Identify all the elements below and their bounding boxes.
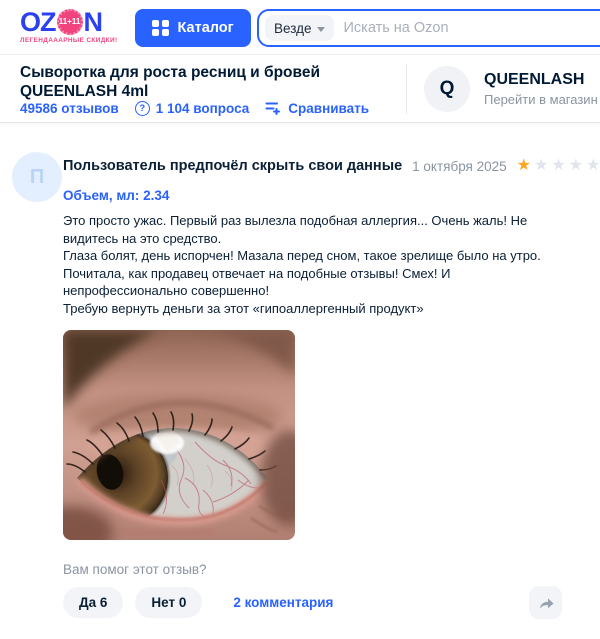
catalog-button-label: Каталог xyxy=(177,20,234,36)
grid-icon xyxy=(152,20,169,37)
product-header xyxy=(0,56,600,123)
logo-tagline: ЛЕГЕНДАААРНЫЕ СКИДКИ! xyxy=(20,37,118,44)
questions-label: 1 104 вопроса xyxy=(155,101,250,116)
helpful-question: Вам помог этот отзыв? xyxy=(63,562,207,577)
star-filled-icon: ★ xyxy=(516,157,531,174)
review-text: Это просто ужас. Первый раз вылезла подобная аллергия... Очень жаль! Не видитесь на это средство. Глаза болят, день испорчен! Мазала перед сном, такое зрелище было на утро. Почитала, как продавец отвечает на подобные отзывы! Смех! И непрофессионально совершенно! Требую вернуть деньги за этот «гипоаллергенный продукт» xyxy=(63,213,541,316)
ozon-logo[interactable] xyxy=(20,9,132,44)
vote-no-button[interactable]: Нет 0 xyxy=(135,587,202,618)
review-date: 1 октября 2025 xyxy=(412,158,507,174)
star-empty-icon: ★ xyxy=(533,157,549,174)
star-empty-icon: ★ xyxy=(568,157,584,174)
search-scope-dropdown[interactable] xyxy=(265,15,334,41)
eye-photo-illustration xyxy=(63,330,295,540)
review-photo-eye[interactable] xyxy=(63,330,295,540)
share-button[interactable] xyxy=(529,586,562,619)
share-arrow-icon xyxy=(537,595,555,611)
shop-info xyxy=(484,71,598,107)
reviewer-avatar: П xyxy=(12,152,62,202)
top-header xyxy=(0,0,600,55)
compare-plus-icon xyxy=(265,101,282,116)
compare-link[interactable] xyxy=(265,101,369,116)
questions-link[interactable] xyxy=(135,101,250,116)
reviews-count-link[interactable] xyxy=(20,101,119,116)
vote-row xyxy=(63,587,333,618)
product-stats-row xyxy=(20,101,369,116)
review-header-row xyxy=(63,157,600,174)
compare-label: Сравнивать xyxy=(288,101,370,116)
star-empty-icon: ★ xyxy=(586,157,600,174)
logo-sale-badge: 11+11 xyxy=(57,9,83,35)
reviews-count-label: 49586 отзывов xyxy=(20,101,119,116)
product-variant-link[interactable]: Объем, мл: 2.34 xyxy=(63,188,170,203)
shop-name: QUEENLASH xyxy=(484,71,585,88)
product-title-line1: Сыворотка для роста ресниц и бровей xyxy=(20,64,321,81)
product-title-line2: QUEENLASH 4ml xyxy=(20,83,149,100)
search-scope-label: Везде xyxy=(274,20,312,36)
search-input[interactable] xyxy=(344,20,600,36)
reviewer-name: Пользователь предпочёл скрыть свои данные xyxy=(63,158,403,174)
catalog-button[interactable] xyxy=(135,9,251,47)
ozon-logo-text xyxy=(20,9,132,35)
chevron-down-icon xyxy=(317,27,325,32)
question-circle-icon: ? xyxy=(135,101,150,116)
go-to-shop-link[interactable]: Перейти в магазин xyxy=(484,92,598,107)
shop-card[interactable] xyxy=(424,66,598,112)
logo-part2: N xyxy=(83,7,102,37)
logo-part1: OZ xyxy=(20,7,56,37)
shop-avatar: Q xyxy=(424,66,470,112)
vote-yes-button[interactable]: Да 6 xyxy=(63,587,123,618)
rating-stars xyxy=(517,158,600,174)
star-empty-icon: ★ xyxy=(551,157,566,174)
search-bar xyxy=(257,9,600,47)
product-title xyxy=(20,63,320,101)
vertical-divider xyxy=(406,64,407,114)
comments-link[interactable]: 2 комментария xyxy=(233,595,334,610)
